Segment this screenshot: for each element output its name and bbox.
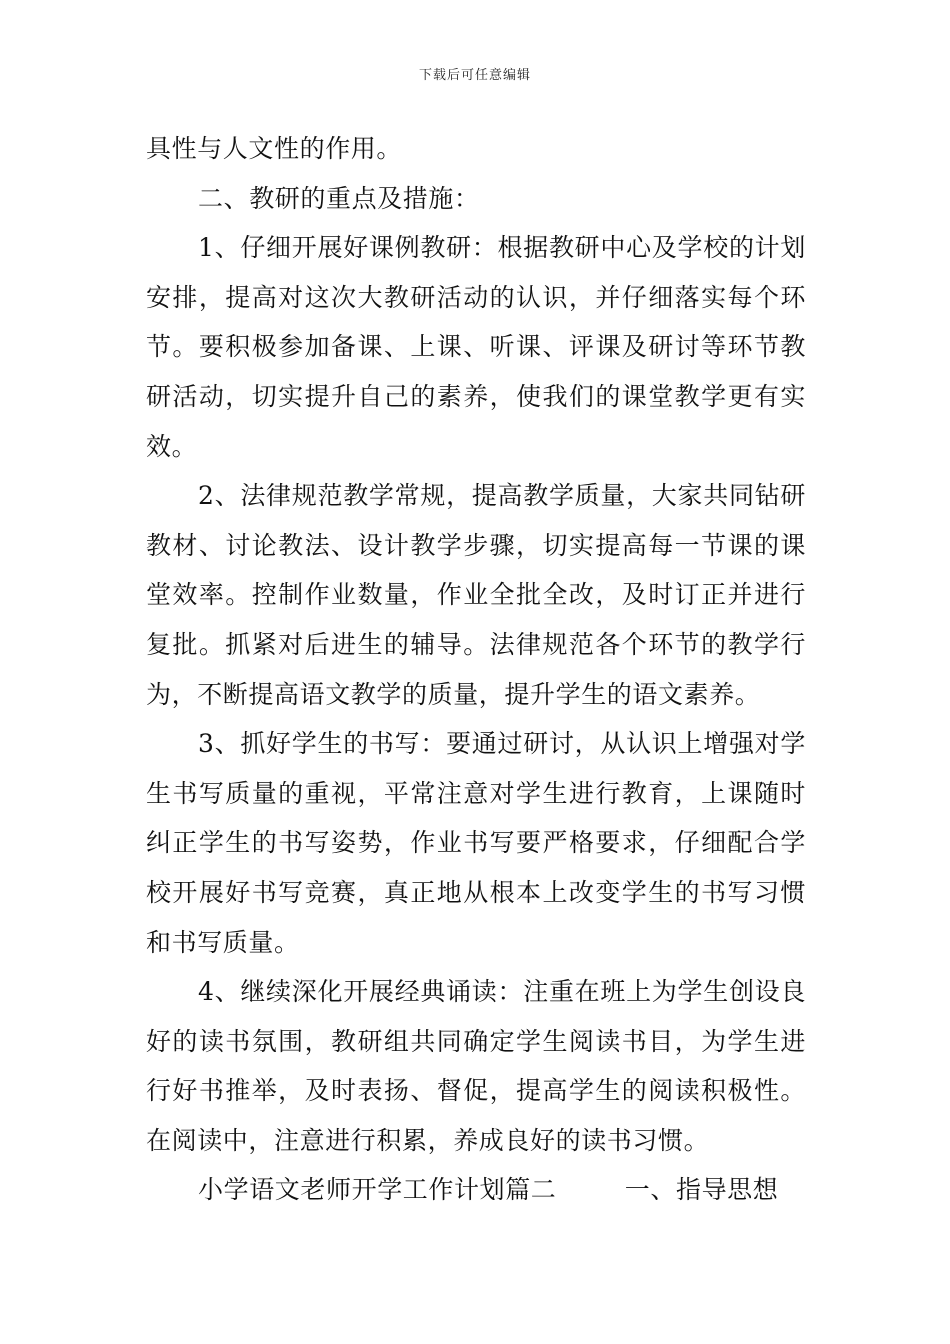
- paragraph-item-3: 3、抓好学生的书写：要通过研讨，从认识上增强对学生书写质量的重视，平常注意对学生进行教育，上课随时纠正学生的书写姿势，作业书写要严格要求，仔细配合学校开展好书写竞赛，真正地从根本上改变学生的书写习惯和书写质量。: [146, 729, 806, 957]
- section-heading-research-focus: 二、教研的重点及措施：: [198, 183, 480, 213]
- document-body: [146, 124, 806, 1215]
- paragraph-item-2: 2、法律规范教学常规，提高教学质量，大家共同钻研教材、讨论教法、设计教学步骤，切实提高每一节课的课堂效率。控制作业数量，作业全批全改，及时订正并进行复批。抓紧对后进生的辅导。法律规范各个环节的教学行为，不断提高语文教学的质量，提升学生的语文素养。: [146, 481, 806, 709]
- paragraph-item-1: 1、仔细开展好课例教研：根据教研中心及学校的计划安排，提高对这次大教研活动的认识，并仔细落实每个环节。要积极参加备课、上课、听课、评课及研讨等环节教研活动，切实提升自己的素养，使我们的课堂教学更有实效。: [146, 233, 806, 461]
- paragraph-item-4: 4、继续深化开展经典诵读：注重在班上为学生创设良好的读书氛围，教研组共同确定学生阅读书目，为学生进行好书推举，及时表扬、督促，提高学生的阅读积极性。在阅读中，注意进行积累，养成良好的读书习惯。: [146, 977, 806, 1155]
- next-section-heading: 一、指导思想: [624, 1175, 779, 1205]
- paragraph-continuation: 具性与人文性的作用。: [146, 134, 403, 163]
- next-section-title: 小学语文老师开学工作计划篇二: [198, 1175, 557, 1205]
- next-section-line: [146, 1165, 806, 1215]
- page-header-note: 下载后可任意编辑: [418, 68, 531, 83]
